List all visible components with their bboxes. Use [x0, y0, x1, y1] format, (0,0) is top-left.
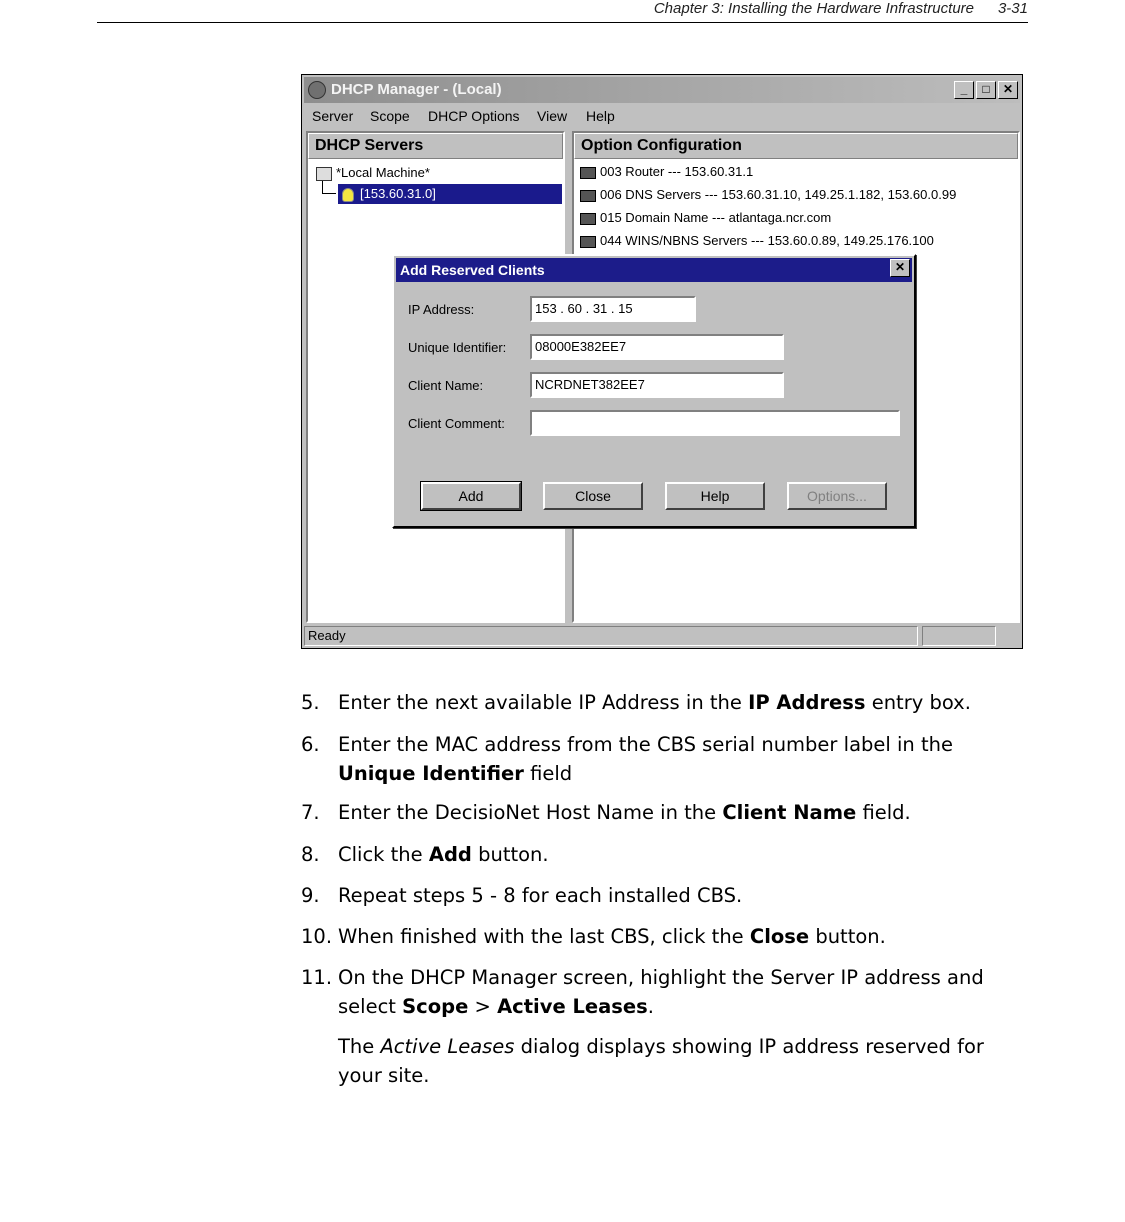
statusbar [304, 626, 1020, 646]
window-title: DHCP Manager - (Local) [331, 81, 502, 98]
option-row[interactable]: 006 DNS Servers --- 153.60.31.10, 149.25.1.182, 153.60.0.99 [580, 184, 956, 206]
ip-address-input[interactable]: 153 . 60 . 31 . 15 [530, 296, 696, 322]
client-comment-label: Client Comment: [408, 416, 505, 431]
scope-label: [153.60.31.0] [360, 186, 436, 201]
menu-view[interactable]: View [537, 108, 568, 124]
dhcp-manager-window [301, 74, 1023, 649]
client-comment-input[interactable] [530, 410, 900, 436]
menu-help[interactable]: Help [586, 108, 615, 124]
option-icon [580, 213, 596, 225]
option-row[interactable]: 003 Router --- 153.60.31.1 [580, 161, 753, 183]
dhcp-app-icon [308, 81, 326, 99]
window-titlebar [304, 77, 1020, 103]
close-icon[interactable]: ✕ [998, 81, 1018, 99]
status-text: Ready [304, 626, 918, 646]
menubar [304, 105, 1020, 129]
option-row[interactable]: 044 WINS/NBNS Servers --- 153.60.0.89, 149.25.176.100 [580, 230, 934, 252]
tree-scope-item[interactable] [338, 184, 562, 204]
maximize-icon[interactable]: □ [976, 81, 996, 99]
minimize-icon[interactable]: _ [954, 81, 974, 99]
lightbulb-icon [342, 188, 354, 202]
menu-scope[interactable]: Scope [370, 108, 410, 124]
page-number: 3-31 [997, 0, 1028, 17]
client-name-label: Client Name: [408, 378, 484, 393]
option-icon [580, 167, 596, 179]
help-button[interactable]: Help [665, 482, 765, 510]
unique-identifier-label: Unique Identifier: [408, 340, 507, 355]
option-icon [580, 236, 596, 248]
result-note: The Active Leases dialog displays showing IP address reserved for your site. [338, 1035, 984, 1087]
add-reserved-clients-dialog [392, 254, 916, 528]
client-name-input[interactable]: NCRDNET382EE7 [530, 372, 784, 398]
computer-icon [316, 167, 332, 181]
option-row[interactable]: 015 Domain Name --- atlantaga.ncr.com [580, 207, 831, 229]
dialog-close-icon[interactable]: ✕ [890, 259, 910, 277]
unique-identifier-input[interactable]: 08000E382EE7 [530, 334, 784, 360]
chapter-title: Chapter 3: Installing the Hardware Infrastructure [653, 0, 974, 17]
ip-address-label: IP Address: [408, 302, 475, 317]
status-panel [922, 626, 996, 646]
local-machine-label: *Local Machine* [336, 165, 430, 180]
dhcp-servers-header: DHCP Servers [308, 133, 563, 159]
page-header [97, 0, 1028, 23]
menu-dhcp-options[interactable]: DHCP Options [428, 108, 520, 124]
close-button[interactable]: Close [543, 482, 643, 510]
tree-local-machine[interactable] [316, 163, 430, 183]
option-icon [580, 190, 596, 202]
dialog-title: Add Reserved Clients [396, 258, 912, 282]
menu-server[interactable]: Server [312, 108, 354, 124]
add-button[interactable]: Add [421, 482, 521, 510]
option-configuration-header: Option Configuration [574, 133, 1018, 159]
options-button[interactable]: Options... [787, 482, 887, 510]
